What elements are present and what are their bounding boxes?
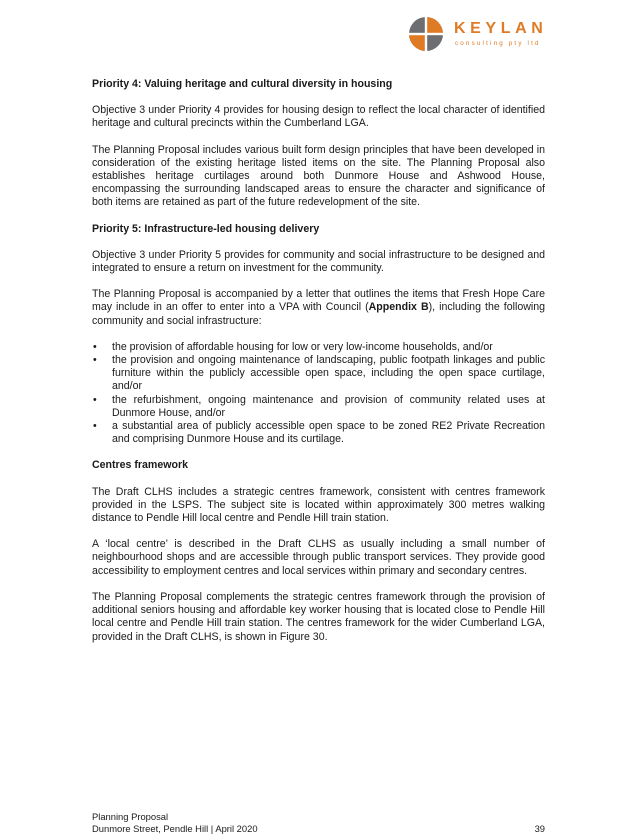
- paragraph: A ‘local centre’ is described in the Draft CLHS as usually including a small number of neighbourhood shops and are accessible through public transport services. They provide good accessibility to employment centres and local services within primary and secondary centres.: [92, 538, 545, 577]
- list-item: • the refurbishment, ongoing maintenance and provision of community related uses at Dunmore House, and/or: [92, 394, 545, 420]
- appendix-reference: Appendix B: [368, 301, 429, 314]
- paragraph: Objective 3 under Priority 4 provides for housing design to reflect the local character of identified heritage and cultural precincts within the Cumberland LGA.: [92, 104, 545, 130]
- text-run: ), including the following community and social infrastructure:: [92, 301, 545, 327]
- page-number: 39: [534, 823, 545, 834]
- heading-priority-4: Priority 4: Valuing heritage and cultural diversity in housing: [92, 78, 393, 90]
- heading-centres-framework: Centres framework: [92, 459, 188, 472]
- footer-document-title: Planning Proposal: [92, 811, 169, 822]
- page-footer: [92, 811, 545, 835]
- list-item: • a substantial area of publicly accessible open space to be zoned RE2 Private Recreation and comprising Dunmore House and its curtilage.: [92, 420, 545, 446]
- infrastructure-list: [92, 341, 545, 447]
- paragraph: The Planning Proposal complements the strategic centres framework through the provision of additional seniors housing and affordable key worker housing that is located close to Pendle Hill local centre and Pendle Hill train station. The centres framework for the wider Cumberland LGA, provided in the Draft CLHS, is shown in Figure 30.: [92, 590, 545, 643]
- heading-priority-5: Priority 5: Infrastructure-led housing delivery: [92, 222, 320, 235]
- paragraph: The Draft CLHS includes a strategic centres framework, consistent with centres framework provided in the LSPS. The subject site is located within approximately 300 metres walking distance to Pendle Hill local centre and Pendle Hill train station.: [92, 485, 545, 525]
- text-run: The Planning Proposal is accompanied by a letter that outlines the items that Fresh Hope Care may include in an offer to enter into a VPA with Council (: [92, 288, 545, 314]
- logo-tagline: consulting pty ltd: [455, 40, 541, 47]
- keylan-logo-icon: [408, 16, 444, 52]
- paragraph: Objective 3 under Priority 5 provides for community and social infrastructure to be designed and integrated to ensure a return on investment for the community.: [92, 248, 545, 275]
- paragraph-vpa: [92, 288, 545, 328]
- list-item: • the provision and ongoing maintenance of landscaping, public footpath linkages and public furniture within the publicly accessible open space, including the open space curtilage, and/or: [92, 354, 545, 394]
- logo-wordmark: KEYLAN: [454, 20, 548, 37]
- paragraph: The Planning Proposal includes various built form design principles that have been developed in consideration of the existing heritage listed items on the site. The Planning Proposal also establishes heritage curtilages around both Dunmore House and Ashwood House, encompassing the surrounding landscaped areas to ensure the character and significance of both items are retained as part of the future redevelopment of the site.: [92, 143, 545, 209]
- document-body: [92, 78, 545, 644]
- list-item: • the provision of affordable housing for low or very low-income households, and/or: [92, 341, 545, 354]
- footer-site-date: Dunmore Street, Pendle Hill | April 2020: [92, 823, 258, 834]
- company-logo: [408, 16, 548, 56]
